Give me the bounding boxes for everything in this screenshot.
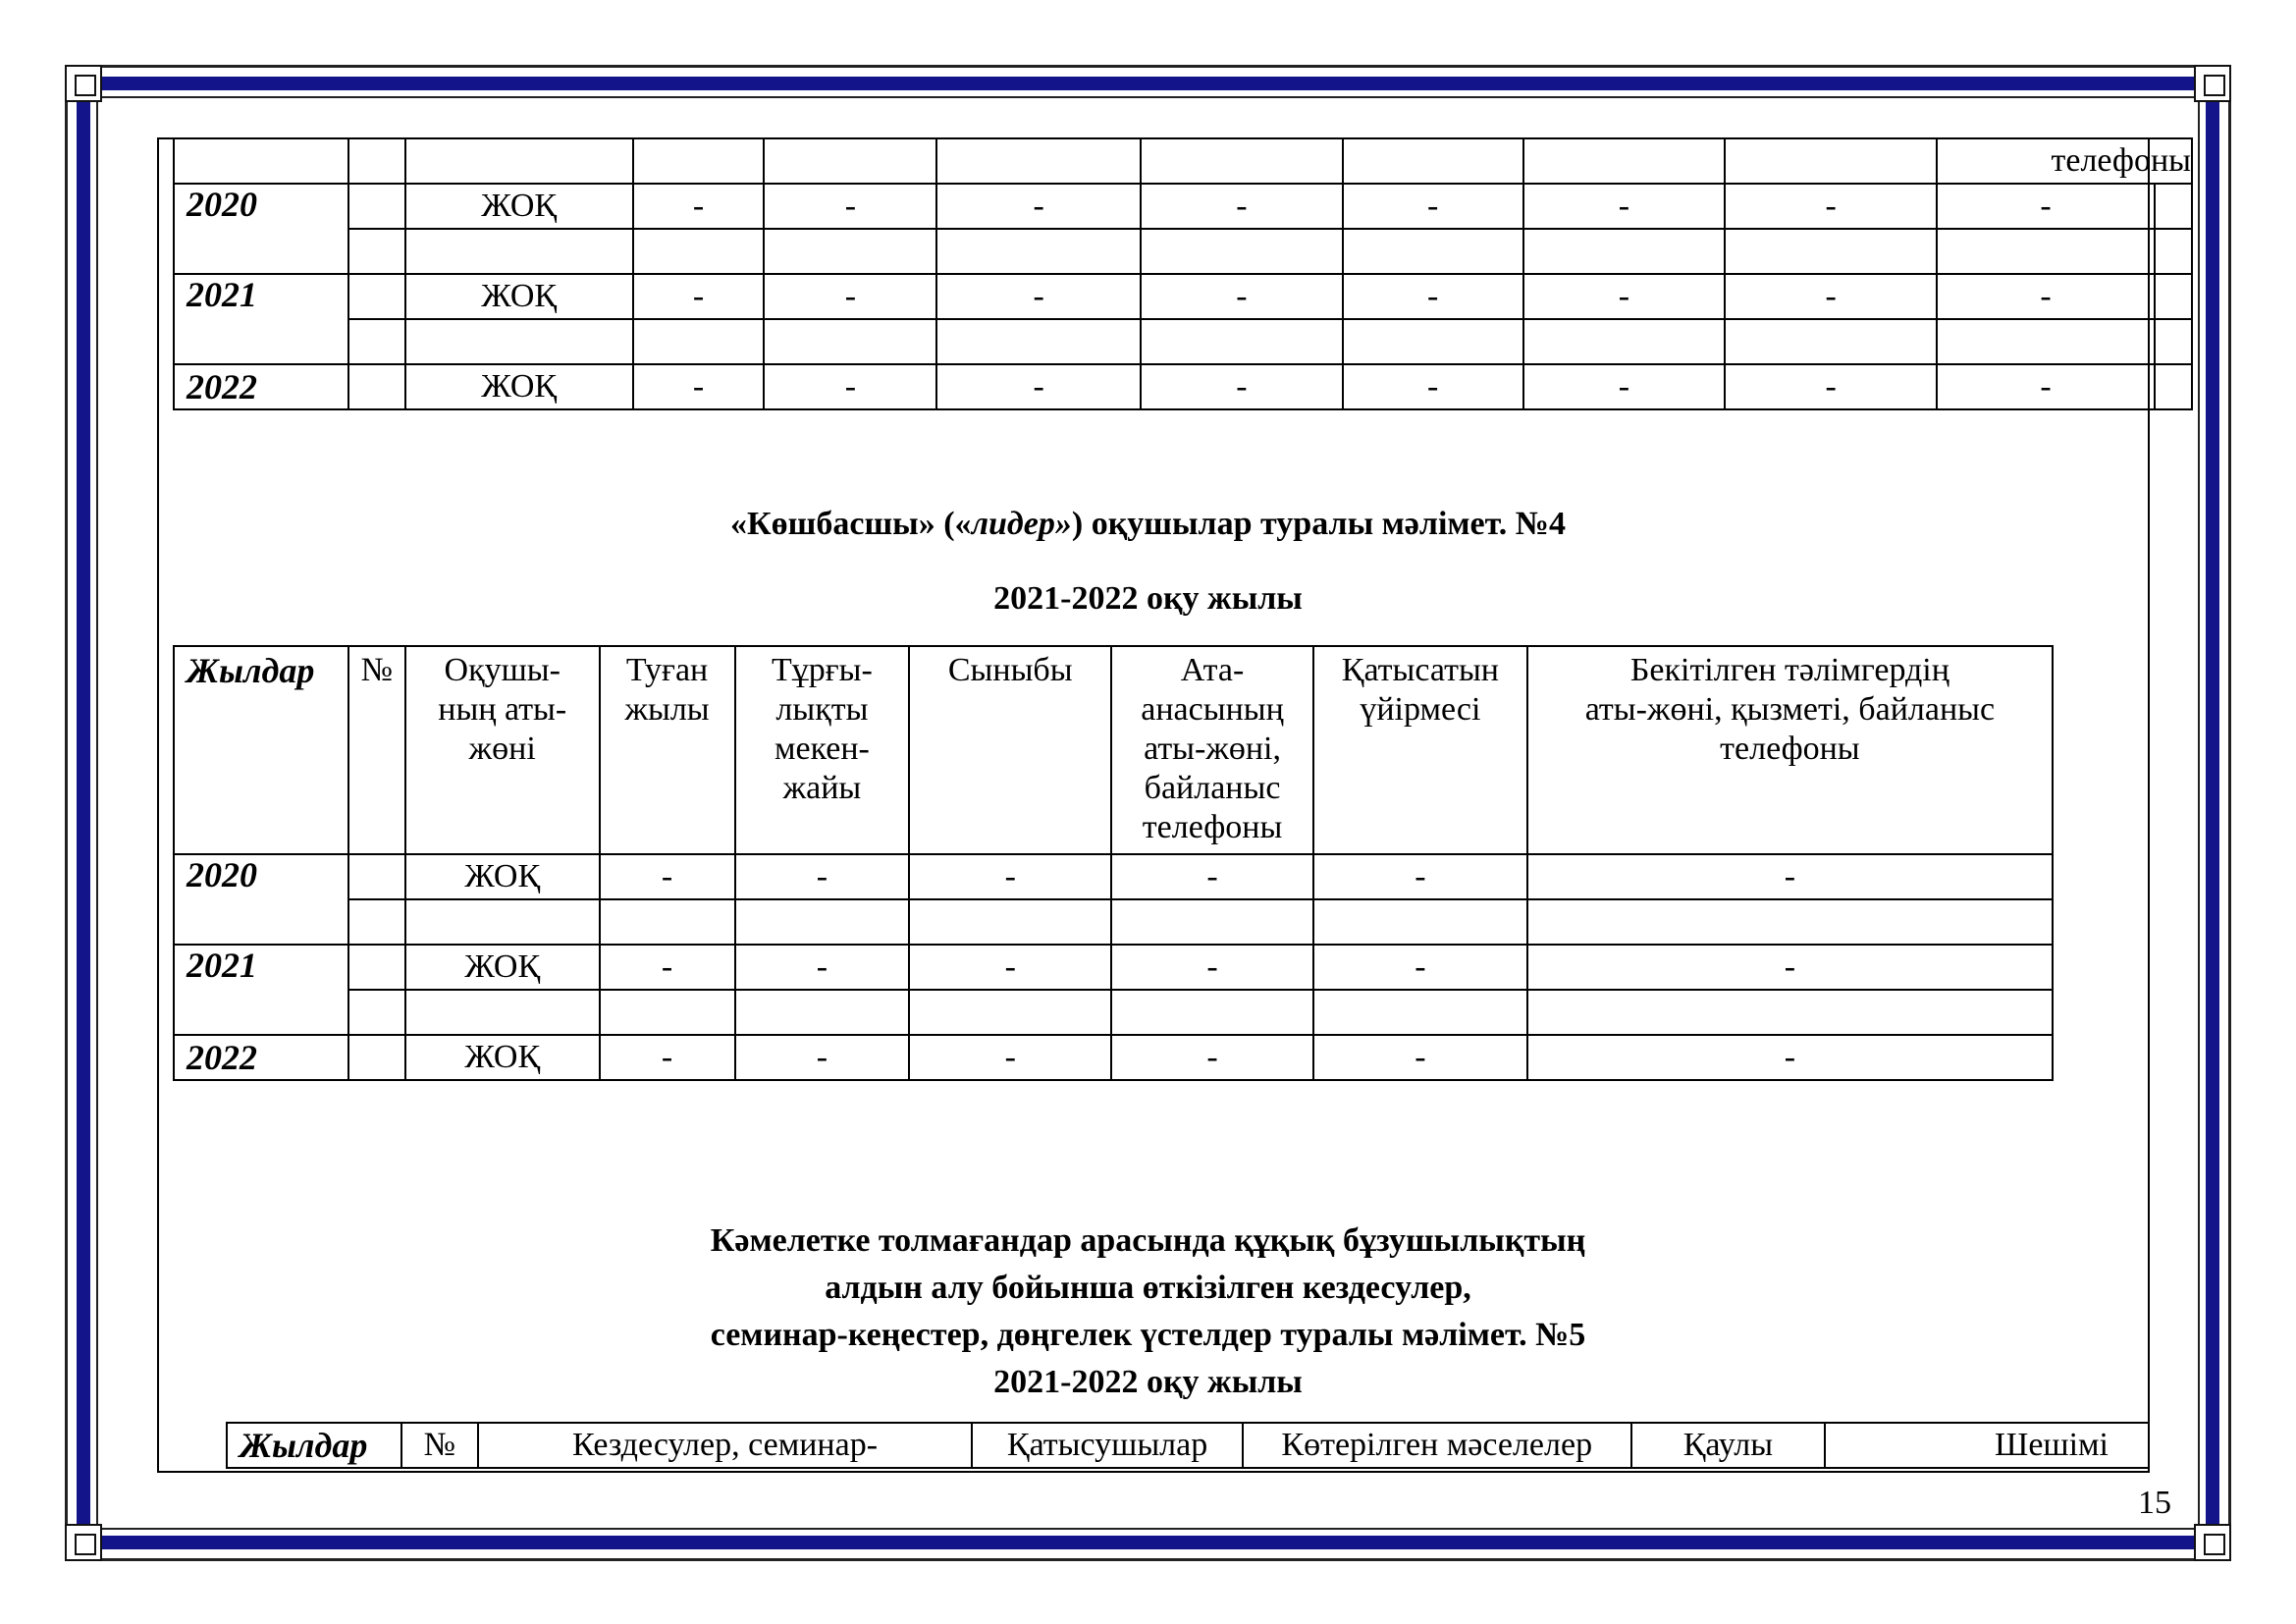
cell: - bbox=[1527, 945, 2053, 990]
status-cell: ЖОҚ bbox=[405, 1035, 600, 1080]
year-cell: 2021 bbox=[174, 945, 348, 1035]
cell: - bbox=[764, 184, 936, 229]
header-num: № bbox=[401, 1423, 478, 1468]
cell: - bbox=[1523, 274, 1726, 319]
cell: - bbox=[1313, 854, 1527, 899]
header-parents: Ата- анасының аты-жөні, байланыс телефоны bbox=[1111, 646, 1313, 854]
cell: - bbox=[735, 1035, 910, 1080]
leaders-table bbox=[173, 645, 2054, 1081]
header-mentor: Бекітілген тәлімгердің аты-жөні, қызметі, байланыс телефоны bbox=[1527, 646, 2053, 854]
status-cell: ЖОҚ bbox=[405, 274, 633, 319]
section5-year: 2021-2022 оқу жылы bbox=[993, 1364, 1303, 1400]
header-address: Тұрғы- лықты мекен- жайы bbox=[735, 646, 910, 854]
header-issues: Көтерілген мәселелер bbox=[1243, 1423, 1631, 1468]
table-row bbox=[174, 138, 2192, 184]
table-row bbox=[174, 854, 2053, 899]
header-resolution: Қаулы bbox=[1631, 1423, 1826, 1468]
cell: - bbox=[1141, 364, 1343, 409]
table-row bbox=[174, 274, 2192, 319]
status-cell: ЖОҚ bbox=[405, 184, 633, 229]
header-years: Жылдар bbox=[174, 646, 348, 854]
cell: - bbox=[1313, 1035, 1527, 1080]
header-meetings: Кездесулер, семинар- bbox=[478, 1423, 972, 1468]
header-name: Оқушы- ның аты- жөні bbox=[405, 646, 600, 854]
table-row bbox=[174, 229, 2192, 274]
header-participants: Қатысушылар bbox=[972, 1423, 1243, 1468]
frame-corner-ornament bbox=[65, 1524, 102, 1561]
cell: - bbox=[1343, 184, 1523, 229]
cell: - bbox=[1937, 364, 2155, 409]
cell: - bbox=[1141, 274, 1343, 319]
page-number: 15 bbox=[2138, 1485, 2171, 1521]
cell: - bbox=[909, 945, 1111, 990]
cell: - bbox=[1313, 945, 1527, 990]
table-row bbox=[174, 184, 2192, 229]
cell: - bbox=[735, 945, 910, 990]
cell: - bbox=[1527, 1035, 2053, 1080]
header-years: Жылдар bbox=[227, 1423, 401, 1468]
cell: - bbox=[1527, 854, 2053, 899]
cell: - bbox=[1343, 274, 1523, 319]
section4-title bbox=[0, 501, 2296, 548]
section4-year: 2021-2022 оқу жылы bbox=[993, 580, 1303, 617]
year-cell: 2020 bbox=[174, 854, 348, 945]
cell: - bbox=[909, 1035, 1111, 1080]
year-cell: 2022 bbox=[174, 1035, 348, 1080]
continued-table bbox=[173, 137, 2193, 410]
cell: - bbox=[936, 364, 1141, 409]
cell: - bbox=[1725, 184, 1937, 229]
table-row bbox=[174, 990, 2053, 1035]
cell: - bbox=[1111, 854, 1313, 899]
meetings-table bbox=[226, 1422, 2150, 1469]
cell: - bbox=[1937, 184, 2155, 229]
table-row bbox=[174, 945, 2053, 990]
table-row bbox=[174, 319, 2192, 364]
table-header-row bbox=[227, 1423, 2149, 1468]
cell: - bbox=[1141, 184, 1343, 229]
table-header-row bbox=[174, 646, 2053, 854]
header-club: Қатысатын үйірмесі bbox=[1313, 646, 1527, 854]
cell: - bbox=[735, 854, 910, 899]
header-birth: Туған жылы bbox=[600, 646, 735, 854]
title-part: ) оқушылар туралы мәлімет. №4 bbox=[1071, 506, 1566, 542]
cell: - bbox=[600, 1035, 735, 1080]
title-part: лидер» bbox=[971, 506, 1072, 542]
cell: - bbox=[936, 274, 1141, 319]
section5-title-line: алдын алу бойынша өткізілген кездесулер, bbox=[825, 1270, 1471, 1306]
cell: - bbox=[1111, 1035, 1313, 1080]
table-row bbox=[174, 364, 2192, 409]
status-cell: ЖОҚ bbox=[405, 945, 600, 990]
frame-corner-ornament bbox=[65, 65, 102, 102]
title-part: «Көшбасшы» (« bbox=[730, 506, 972, 542]
year-cell: 2020 bbox=[174, 184, 348, 274]
header-cell: телефоны bbox=[1937, 138, 2192, 184]
cell: - bbox=[1523, 184, 1726, 229]
cell: - bbox=[1111, 945, 1313, 990]
cell: - bbox=[909, 854, 1111, 899]
section5-title-line: Кәмелетке толмағандар арасында құқық бұзушылықтың bbox=[710, 1222, 1586, 1259]
year-cell: 2022 bbox=[174, 364, 348, 409]
cell: - bbox=[1725, 274, 1937, 319]
cell: - bbox=[633, 274, 765, 319]
cell: - bbox=[1937, 274, 2155, 319]
cell: - bbox=[764, 274, 936, 319]
cell: - bbox=[1725, 364, 1937, 409]
status-cell: ЖОҚ bbox=[405, 364, 633, 409]
header-decision: Шешімі bbox=[1825, 1423, 2149, 1468]
cell: - bbox=[633, 364, 765, 409]
status-cell: ЖОҚ bbox=[405, 854, 600, 899]
frame-corner-ornament bbox=[2194, 1524, 2231, 1561]
cell: - bbox=[1523, 364, 1726, 409]
cell: - bbox=[633, 184, 765, 229]
cell: - bbox=[600, 945, 735, 990]
frame-corner-ornament bbox=[2194, 65, 2231, 102]
header-num: № bbox=[348, 646, 405, 854]
table-row bbox=[174, 1035, 2053, 1080]
section5-title-line: семинар-кеңестер, дөңгелек үстелдер туралы мәлімет. №5 bbox=[710, 1317, 1586, 1353]
cell: - bbox=[936, 184, 1141, 229]
year-cell: 2021 bbox=[174, 274, 348, 364]
header-grade: Сыныбы bbox=[909, 646, 1111, 854]
cell: - bbox=[600, 854, 735, 899]
table-row bbox=[174, 899, 2053, 945]
cell: - bbox=[764, 364, 936, 409]
cell: - bbox=[1343, 364, 1523, 409]
